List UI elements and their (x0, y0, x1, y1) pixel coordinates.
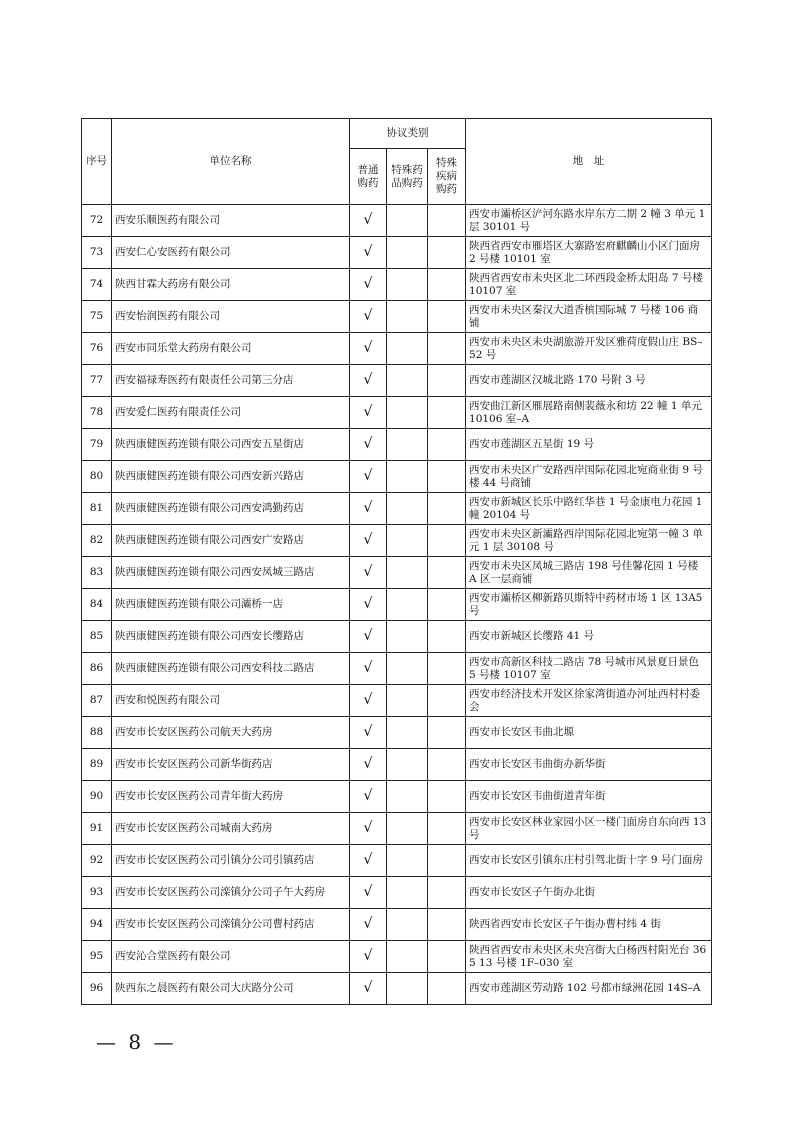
address: 陕西省西安市未央区北二环西段金桥太阳岛 7 号楼 10107 室 (466, 269, 712, 301)
row-number: 93 (82, 877, 112, 909)
table-row (82, 653, 712, 685)
special-disease-cell (428, 877, 466, 909)
general-check: √ (350, 237, 387, 269)
special-drug-cell (387, 909, 428, 941)
general-check: √ (350, 813, 387, 845)
special-disease-cell (428, 653, 466, 685)
special-drug-cell (387, 461, 428, 493)
row-number: 80 (82, 461, 112, 493)
special-disease-cell (428, 237, 466, 269)
special-drug-cell (387, 877, 428, 909)
table-row (82, 525, 712, 557)
table-row (82, 973, 712, 1005)
special-drug-cell (387, 749, 428, 781)
special-drug-cell (387, 557, 428, 589)
row-number: 84 (82, 589, 112, 621)
general-check: √ (350, 557, 387, 589)
unit-name: 陕西东之晨医药有限公司大庆路分公司 (112, 973, 350, 1005)
table-row (82, 397, 712, 429)
unit-name: 西安市长安区医药公司滦镇分公司曹村药店 (112, 909, 350, 941)
address: 西安市未央区秦汉大道香槟国际城 7 号楼 106 商铺 (466, 301, 712, 333)
table-row (82, 621, 712, 653)
unit-name: 陕西康健医药连锁有限公司西安新兴路店 (112, 461, 350, 493)
table-row (82, 493, 712, 525)
address: 西安市未央区凤城三路店 198 号佳馨花园 1 号楼 A 区一层商铺 (466, 557, 712, 589)
special-disease-cell (428, 621, 466, 653)
unit-name: 西安市长安区医药公司城南大药房 (112, 813, 350, 845)
address: 西安市莲湖区五星街 19 号 (466, 429, 712, 461)
special-drug-cell (387, 845, 428, 877)
general-check: √ (350, 653, 387, 685)
address: 西安市长安区林业家园小区一楼门面房自东向西 13 号 (466, 813, 712, 845)
row-number: 85 (82, 621, 112, 653)
general-check: √ (350, 877, 387, 909)
special-drug-cell (387, 493, 428, 525)
special-disease-cell (428, 333, 466, 365)
special-drug-cell (387, 813, 428, 845)
table-row (82, 365, 712, 397)
special-disease-cell (428, 813, 466, 845)
general-check: √ (350, 525, 387, 557)
general-check: √ (350, 845, 387, 877)
header-general: 普通购药 (350, 149, 387, 205)
general-check: √ (350, 493, 387, 525)
row-number: 90 (82, 781, 112, 813)
table-row (82, 269, 712, 301)
unit-name: 陕西康健医药连锁有限公司西安鸿勤药店 (112, 493, 350, 525)
row-number: 86 (82, 653, 112, 685)
address: 西安市灞桥区浐河东路水岸东方二期 2 幢 3 单元 1 层 30101 号 (466, 205, 712, 237)
pharmacy-table (81, 118, 712, 1005)
general-check: √ (350, 429, 387, 461)
unit-name: 陕西康健医药连锁有限公司西安凤城三路店 (112, 557, 350, 589)
row-number: 91 (82, 813, 112, 845)
special-disease-cell (428, 557, 466, 589)
row-number: 75 (82, 301, 112, 333)
special-disease-cell (428, 941, 466, 973)
special-drug-cell (387, 365, 428, 397)
special-drug-cell (387, 333, 428, 365)
row-number: 72 (82, 205, 112, 237)
table-row (82, 429, 712, 461)
address: 陕西省西安市雁塔区大寨路宏府麒麟山小区门面房 2 号楼 10101 室 (466, 237, 712, 269)
address: 西安市长安区韦曲街道青年街 (466, 781, 712, 813)
page-number: — 8 — (96, 1030, 177, 1054)
table-row (82, 461, 712, 493)
unit-name: 西安仁心安医药有限公司 (112, 237, 350, 269)
special-disease-cell (428, 845, 466, 877)
unit-name: 西安沁合堂医药有限公司 (112, 941, 350, 973)
address: 西安市新城区长缨路 41 号 (466, 621, 712, 653)
special-drug-cell (387, 301, 428, 333)
unit-name: 西安市同乐堂大药房有限公司 (112, 333, 350, 365)
special-disease-cell (428, 717, 466, 749)
header-no: 序号 (82, 119, 112, 205)
unit-name: 西安市长安区医药公司新华街药店 (112, 749, 350, 781)
special-disease-cell (428, 365, 466, 397)
address: 陕西省西安市未央区未央宫街大白杨西村阳光台 365 13 号楼 1F–030 室 (466, 941, 712, 973)
special-drug-cell (387, 589, 428, 621)
address: 西安市长安区子午街办北街 (466, 877, 712, 909)
row-number: 82 (82, 525, 112, 557)
row-number: 83 (82, 557, 112, 589)
special-disease-cell (428, 749, 466, 781)
general-check: √ (350, 301, 387, 333)
table-row (82, 941, 712, 973)
row-number: 81 (82, 493, 112, 525)
special-disease-cell (428, 429, 466, 461)
unit-name: 陕西康健医药连锁有限公司灞桥一店 (112, 589, 350, 621)
unit-name: 陕西康健医药连锁有限公司西安五星街店 (112, 429, 350, 461)
general-check: √ (350, 333, 387, 365)
header-name: 单位名称 (112, 119, 350, 205)
special-drug-cell (387, 269, 428, 301)
special-drug-cell (387, 781, 428, 813)
special-disease-cell (428, 589, 466, 621)
unit-name: 陕西甘霖大药房有限公司 (112, 269, 350, 301)
general-check: √ (350, 461, 387, 493)
unit-name: 西安怡润医药有限公司 (112, 301, 350, 333)
row-number: 89 (82, 749, 112, 781)
special-drug-cell (387, 621, 428, 653)
special-disease-cell (428, 781, 466, 813)
general-check: √ (350, 269, 387, 301)
row-number: 77 (82, 365, 112, 397)
table-row (82, 589, 712, 621)
address: 西安市长安区韦曲北塬 (466, 717, 712, 749)
row-number: 74 (82, 269, 112, 301)
unit-name: 西安爱仁医药有限责任公司 (112, 397, 350, 429)
unit-name: 西安乐顺医药有限公司 (112, 205, 350, 237)
address: 西安市长安区韦曲街办新华街 (466, 749, 712, 781)
special-drug-cell (387, 397, 428, 429)
general-check: √ (350, 781, 387, 813)
general-check: √ (350, 973, 387, 1005)
special-disease-cell (428, 525, 466, 557)
header-category: 协议类别 (350, 119, 466, 149)
table-row (82, 717, 712, 749)
special-disease-cell (428, 301, 466, 333)
row-number: 79 (82, 429, 112, 461)
row-number: 95 (82, 941, 112, 973)
unit-name: 陕西康健医药连锁有限公司西安广安路店 (112, 525, 350, 557)
row-number: 94 (82, 909, 112, 941)
general-check: √ (350, 749, 387, 781)
table-row (82, 205, 712, 237)
special-drug-cell (387, 685, 428, 717)
general-check: √ (350, 397, 387, 429)
row-number: 76 (82, 333, 112, 365)
header-special-drug: 特殊药品购药 (387, 149, 428, 205)
address: 西安市高新区科技二路店 78 号城市风景夏日景色 5 号楼 10107 室 (466, 653, 712, 685)
row-number: 78 (82, 397, 112, 429)
special-disease-cell (428, 973, 466, 1005)
unit-name: 陕西康健医药连锁有限公司西安长缨路店 (112, 621, 350, 653)
unit-name: 西安市长安区医药公司青年街大药房 (112, 781, 350, 813)
general-check: √ (350, 717, 387, 749)
table-row (82, 813, 712, 845)
row-number: 73 (82, 237, 112, 269)
special-disease-cell (428, 685, 466, 717)
unit-name: 西安和悦医药有限公司 (112, 685, 350, 717)
table-row (82, 749, 712, 781)
table-row (82, 845, 712, 877)
general-check: √ (350, 909, 387, 941)
general-check: √ (350, 589, 387, 621)
table-row (82, 685, 712, 717)
special-drug-cell (387, 205, 428, 237)
table-body (82, 205, 712, 1005)
address: 西安市经济技术开发区徐家湾街道办河址西村村委会 (466, 685, 712, 717)
table-row (82, 781, 712, 813)
general-check: √ (350, 685, 387, 717)
row-number: 96 (82, 973, 112, 1005)
address: 西安市长安区引镇东庄村引驾北街十字 9 号门面房 (466, 845, 712, 877)
header-special-disease: 特殊疾病购药 (428, 149, 466, 205)
special-drug-cell (387, 653, 428, 685)
general-check: √ (350, 205, 387, 237)
unit-name: 西安市长安区医药公司航天大药房 (112, 717, 350, 749)
special-disease-cell (428, 205, 466, 237)
address: 西安市未央区广安路西岸国际花园北宛商业街 9 号楼 44 号商铺 (466, 461, 712, 493)
address: 西安曲江新区雁展路南侧裴薇永和坊 22 幢 1 单元 10106 室–A (466, 397, 712, 429)
special-drug-cell (387, 429, 428, 461)
special-drug-cell (387, 973, 428, 1005)
table-row (82, 557, 712, 589)
special-disease-cell (428, 493, 466, 525)
unit-name: 西安市长安区医药公司引镇分公司引镇药店 (112, 845, 350, 877)
unit-name: 西安福禄寿医药有限责任公司第三分店 (112, 365, 350, 397)
special-disease-cell (428, 269, 466, 301)
address: 西安市未央区未央湖旅游开发区雅荷度假山庄 BS–52 号 (466, 333, 712, 365)
address: 西安市灞桥区柳新路贝斯特中药材市场 1 区 13A5 号 (466, 589, 712, 621)
unit-name: 西安市长安区医药公司滦镇分公司子午大药房 (112, 877, 350, 909)
special-drug-cell (387, 941, 428, 973)
table-row (82, 909, 712, 941)
general-check: √ (350, 365, 387, 397)
address: 西安市未央区新灞路西岸国际花园北宛第一幢 3 单元 1 层 30108 号 (466, 525, 712, 557)
special-disease-cell (428, 461, 466, 493)
table-row (82, 333, 712, 365)
header-address: 地 址 (466, 119, 712, 205)
special-disease-cell (428, 909, 466, 941)
general-check: √ (350, 621, 387, 653)
special-disease-cell (428, 397, 466, 429)
table-row (82, 877, 712, 909)
special-drug-cell (387, 237, 428, 269)
address: 西安市新城区长乐中路红华巷 1 号金康电力花园 1 幢 20104 号 (466, 493, 712, 525)
special-drug-cell (387, 525, 428, 557)
row-number: 92 (82, 845, 112, 877)
general-check: √ (350, 941, 387, 973)
address: 西安市莲湖区汉城北路 170 号附 3 号 (466, 365, 712, 397)
address: 西安市莲湖区劳动路 102 号都市绿洲花园 14S–A (466, 973, 712, 1005)
table-row (82, 301, 712, 333)
address: 陕西省西安市长安区子午街办曹村纬 4 街 (466, 909, 712, 941)
table-row (82, 237, 712, 269)
unit-name: 陕西康健医药连锁有限公司西安科技二路店 (112, 653, 350, 685)
special-drug-cell (387, 717, 428, 749)
row-number: 87 (82, 685, 112, 717)
row-number: 88 (82, 717, 112, 749)
